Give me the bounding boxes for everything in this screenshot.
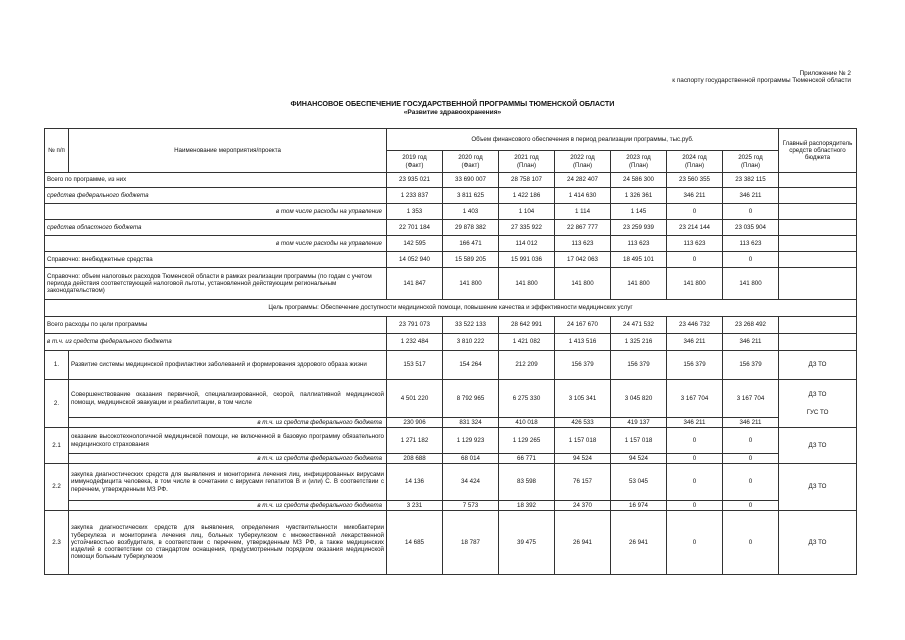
summary-label: в том числе расходы на управление (45, 204, 387, 220)
value-cell: 346 211 (667, 418, 723, 428)
value-cell: 1 157 018 (611, 428, 667, 454)
value-cell: 34 424 (443, 464, 499, 501)
year-label: 2020 год (458, 154, 483, 162)
value-cell: 23 382 115 (723, 173, 779, 188)
value-cell: 6 275 330 (499, 380, 555, 418)
header-owner: Главный распорядитель средств областного бюджета (779, 129, 857, 173)
item-name: закупка диагностических средств для выявления и мониторинга лечения лиц, инфицированных вирусами иммунодефицита человека, в том числе в сочетании с вирусами гепатитов В и (или) С. В соответствии с перечнем, утвержденным МЗ РФ. (69, 464, 387, 501)
value-cell: 113 623 (611, 236, 667, 252)
value-cell: 114 012 (499, 236, 555, 252)
value-cell: 166 471 (443, 236, 499, 252)
value-cell: 1 157 018 (555, 428, 611, 454)
value-cell: 14 685 (387, 511, 443, 575)
value-cell: 23 935 021 (387, 173, 443, 188)
value-cell: 141 800 (667, 268, 723, 300)
owner-label: ДЗ ТО (808, 538, 827, 546)
value-cell: 831 324 (443, 418, 499, 428)
owner-label: ДЗ ТО (808, 483, 827, 491)
value-cell: 18 495 101 (611, 252, 667, 268)
document-subtitle: «Развитие здравоохранения» (403, 109, 502, 116)
value-cell: 410 018 (499, 418, 555, 428)
value-cell: 212 209 (499, 351, 555, 380)
value-cell: 18 392 (499, 501, 555, 511)
value-cell: 1 129 265 (499, 428, 555, 454)
item-name: закупка диагностических средств для выявления, определения чувствительности микобактерии туберкулеза и мониторинга лечения лиц, больных туберкулезом с множественной лекарственной устойчивостью возбудителя, в соответствии с перечнем, утвержденным МЗ РФ, а также медицинских изделий в соответствии со стандартом оснащения, предусмотренным порядком оказания медицинской помощи больным туберкулезом (69, 511, 387, 575)
item-num: 2.2 (45, 464, 69, 511)
value-cell: 17 042 063 (555, 252, 611, 268)
item-name: Развитие системы медицинской профилактики заболеваний и формирования здорового образа жизни (69, 351, 387, 380)
value-cell: 26 941 (555, 511, 611, 575)
value-cell: 68 014 (443, 454, 499, 464)
goal-cell: Цель программы: Обеспечение доступности медицинской помощи, повышение качества и эффективности медицинских услуг (45, 300, 857, 317)
owner-cell (779, 188, 857, 204)
value-cell: 22 701 184 (387, 220, 443, 236)
value-cell: 16 974 (611, 501, 667, 511)
value-cell: 8 792 965 (443, 380, 499, 418)
value-cell: 23 035 904 (723, 220, 779, 236)
value-cell: 426 533 (555, 418, 611, 428)
value-cell: 141 800 (499, 268, 555, 300)
value-cell: 3 810 222 (443, 334, 499, 351)
value-cell: 1 114 (555, 204, 611, 220)
value-cell: 346 211 (723, 334, 779, 351)
summary-row (45, 220, 857, 236)
owner-label-2: ГУС ТО (806, 408, 829, 416)
item-name: Совершенствование оказания первичной, специализированной, скорой, паллиативной медицинской помощи, медицинской эвакуации и реабилитации, в том числе (69, 380, 387, 418)
year-type: (План) (684, 161, 705, 169)
value-cell: 39 475 (499, 511, 555, 575)
year-label: 2021 год (514, 154, 539, 162)
header-row (45, 129, 857, 151)
value-cell: 1 104 (499, 204, 555, 220)
value-cell: 1 271 182 (387, 428, 443, 454)
value-cell: 3 167 704 (723, 380, 779, 418)
document-title: ФИНАНСОВОЕ ОБЕСПЕЧЕНИЕ ГОСУДАРСТВЕННОЙ ПРОГРАММЫ ТЮМЕНСКОЙ ОБЛАСТИ (290, 99, 615, 108)
value-cell: 0 (723, 428, 779, 454)
item-name: оказание высокотехнологичной медицинской помощи, не включенной в базовую программу обязательного медицинского страхования (69, 428, 387, 454)
value-cell: 113 623 (555, 236, 611, 252)
item-fed-row (45, 501, 857, 511)
value-cell: 29 878 382 (443, 220, 499, 236)
value-cell: 1 233 837 (387, 188, 443, 204)
item-fed-row (45, 418, 857, 428)
year-label: 2025 год (738, 154, 763, 162)
item-row (45, 464, 857, 501)
item-num: 2.3 (45, 511, 69, 575)
value-cell: 0 (667, 511, 723, 575)
value-cell: 1 145 (611, 204, 667, 220)
owner-cell (779, 220, 857, 236)
value-cell: 15 589 205 (443, 252, 499, 268)
value-cell: 1 129 923 (443, 428, 499, 454)
value-cell: 53 045 (611, 464, 667, 501)
value-cell: 0 (667, 204, 723, 220)
year-label: 2023 год (626, 154, 651, 162)
header-year (443, 151, 499, 173)
value-cell: 230 906 (387, 418, 443, 428)
value-cell: 3 167 704 (667, 380, 723, 418)
summary-row (45, 268, 857, 300)
finance-table (44, 128, 857, 575)
value-cell: 1 422 186 (499, 188, 555, 204)
value-cell: 208 688 (387, 454, 443, 464)
value-cell: 1 326 361 (611, 188, 667, 204)
value-cell: 419 137 (611, 418, 667, 428)
value-cell: 141 847 (387, 268, 443, 300)
goal-label: Всего расходы по цели программы (45, 317, 387, 334)
value-cell: 33 690 007 (443, 173, 499, 188)
summary-label: Справочно: внебюджетные средства (45, 252, 387, 268)
owner-cell (779, 351, 857, 380)
value-cell: 0 (667, 454, 723, 464)
item-fed-row (45, 454, 857, 464)
item-row (45, 511, 857, 575)
summary-label: Справочно: объем налоговых расходов Тюменской области в рамках реализации программы (по годам с учетом периода действия соответствующей налоговой льготы, установленной действующим региональным законодательством) (45, 268, 387, 300)
header-num: № п/п (45, 129, 69, 173)
value-cell: 1 353 (387, 204, 443, 220)
summary-label: средства федерального бюджета (45, 188, 387, 204)
value-cell: 24 282 407 (555, 173, 611, 188)
value-cell: 113 623 (723, 236, 779, 252)
value-cell: 0 (723, 204, 779, 220)
value-cell: 15 991 036 (499, 252, 555, 268)
summary-row (45, 252, 857, 268)
owner-cell (779, 252, 857, 268)
item-row (45, 380, 857, 418)
value-cell: 153 517 (387, 351, 443, 380)
value-cell: 0 (723, 464, 779, 501)
value-cell: 23 791 073 (387, 317, 443, 334)
value-cell: 1 325 216 (611, 334, 667, 351)
value-cell: 0 (667, 428, 723, 454)
appendix-line-2: к паспорту государственной программы Тюменской области (672, 77, 851, 84)
owner-cell (779, 236, 857, 252)
value-cell: 154 264 (443, 351, 499, 380)
summary-row (45, 173, 857, 188)
value-cell: 83 598 (499, 464, 555, 501)
value-cell: 0 (667, 501, 723, 511)
value-cell: 346 211 (667, 334, 723, 351)
year-type: (Факт) (461, 161, 480, 169)
value-cell: 33 522 133 (443, 317, 499, 334)
year-type: (План) (516, 161, 537, 169)
value-cell: 26 941 (611, 511, 667, 575)
value-cell: 3 105 341 (555, 380, 611, 418)
item-num: 2. (45, 380, 69, 428)
header-year (555, 151, 611, 173)
year-type: (Факт) (405, 161, 424, 169)
value-cell: 14 136 (387, 464, 443, 501)
value-cell: 0 (723, 454, 779, 464)
header-year (667, 151, 723, 173)
value-cell: 113 623 (667, 236, 723, 252)
value-cell: 28 758 107 (499, 173, 555, 188)
value-cell: 3 811 625 (443, 188, 499, 204)
appendix-line-1: Приложение № 2 (799, 70, 851, 77)
year-label: 2024 год (682, 154, 707, 162)
value-cell: 7 573 (443, 501, 499, 511)
year-type: (План) (572, 161, 593, 169)
fed-label: в т.ч. из средств федерального бюджета (69, 418, 387, 428)
summary-label: средства областного бюджета (45, 220, 387, 236)
value-cell: 346 211 (723, 418, 779, 428)
value-cell: 22 867 777 (555, 220, 611, 236)
value-cell: 0 (723, 501, 779, 511)
header-year (499, 151, 555, 173)
goal-total-row (45, 317, 857, 334)
value-cell: 1 421 082 (499, 334, 555, 351)
value-cell: 28 642 991 (499, 317, 555, 334)
owner-cell (779, 511, 857, 575)
owner-cell (779, 268, 857, 300)
value-cell: 76 157 (555, 464, 611, 501)
value-cell: 1 414 630 (555, 188, 611, 204)
header-name: Наименование мероприятия/проекта (69, 129, 387, 173)
value-cell: 1 232 484 (387, 334, 443, 351)
value-cell: 141 800 (723, 268, 779, 300)
value-cell: 94 524 (611, 454, 667, 464)
value-cell: 142 595 (387, 236, 443, 252)
value-cell: 3 045 820 (611, 380, 667, 418)
owner-cell (779, 173, 857, 188)
goal-total-row (45, 334, 857, 351)
goal-label: в т.ч. из средств федерального бюджета (45, 334, 387, 351)
value-cell: 0 (667, 464, 723, 501)
value-cell: 24 370 (555, 501, 611, 511)
value-cell: 23 268 492 (723, 317, 779, 334)
value-cell: 0 (667, 252, 723, 268)
value-cell: 18 787 (443, 511, 499, 575)
value-cell: 156 379 (555, 351, 611, 380)
item-row (45, 428, 857, 454)
value-cell: 0 (723, 252, 779, 268)
year-label: 2019 год (402, 154, 427, 162)
summary-row (45, 204, 857, 220)
item-num: 2.1 (45, 428, 69, 464)
header-volume: Объем финансового обеспечения в период реализации программы, тыс.руб. (387, 129, 779, 151)
value-cell: 1 403 (443, 204, 499, 220)
value-cell: 156 379 (667, 351, 723, 380)
value-cell: 23 560 355 (667, 173, 723, 188)
value-cell: 23 259 939 (611, 220, 667, 236)
value-cell: 24 586 300 (611, 173, 667, 188)
owner-cell (779, 380, 857, 428)
fed-label: в т.ч. из средств федерального бюджета (69, 501, 387, 511)
value-cell: 23 214 144 (667, 220, 723, 236)
owner-cell (779, 317, 857, 334)
value-cell: 346 211 (723, 188, 779, 204)
year-type: (План) (740, 161, 761, 169)
value-cell: 156 379 (611, 351, 667, 380)
value-cell: 14 052 940 (387, 252, 443, 268)
value-cell: 141 800 (611, 268, 667, 300)
value-cell: 141 800 (443, 268, 499, 300)
header-year (723, 151, 779, 173)
value-cell: 1 413 516 (555, 334, 611, 351)
owner-cell (779, 428, 857, 464)
year-label: 2022 год (570, 154, 595, 162)
goal-row (45, 300, 857, 317)
value-cell: 156 379 (723, 351, 779, 380)
year-type: (План) (628, 161, 649, 169)
summary-label: в том числе расходы на управление (45, 236, 387, 252)
summary-row (45, 236, 857, 252)
value-cell: 141 800 (555, 268, 611, 300)
owner-label: ДЗ ТО (808, 361, 827, 369)
value-cell: 23 446 732 (667, 317, 723, 334)
item-row (45, 351, 857, 380)
header-year (387, 151, 443, 173)
value-cell: 4 501 220 (387, 380, 443, 418)
value-cell: 24 167 670 (555, 317, 611, 334)
item-num: 1. (45, 351, 69, 380)
owner-label: ДЗ ТО (808, 391, 827, 399)
owner-label: ДЗ ТО (808, 441, 827, 449)
appendix-note (672, 70, 851, 84)
value-cell: 94 524 (555, 454, 611, 464)
value-cell: 27 335 922 (499, 220, 555, 236)
summary-label: Всего по программе, из них (45, 173, 387, 188)
owner-cell (779, 464, 857, 511)
value-cell: 346 211 (667, 188, 723, 204)
header-year (611, 151, 667, 173)
value-cell: 24 471 532 (611, 317, 667, 334)
value-cell: 3 231 (387, 501, 443, 511)
summary-row (45, 188, 857, 204)
owner-cell (779, 204, 857, 220)
fed-label: в т.ч. из средств федерального бюджета (69, 454, 387, 464)
value-cell: 0 (723, 511, 779, 575)
owner-cell (779, 334, 857, 351)
value-cell: 66 771 (499, 454, 555, 464)
